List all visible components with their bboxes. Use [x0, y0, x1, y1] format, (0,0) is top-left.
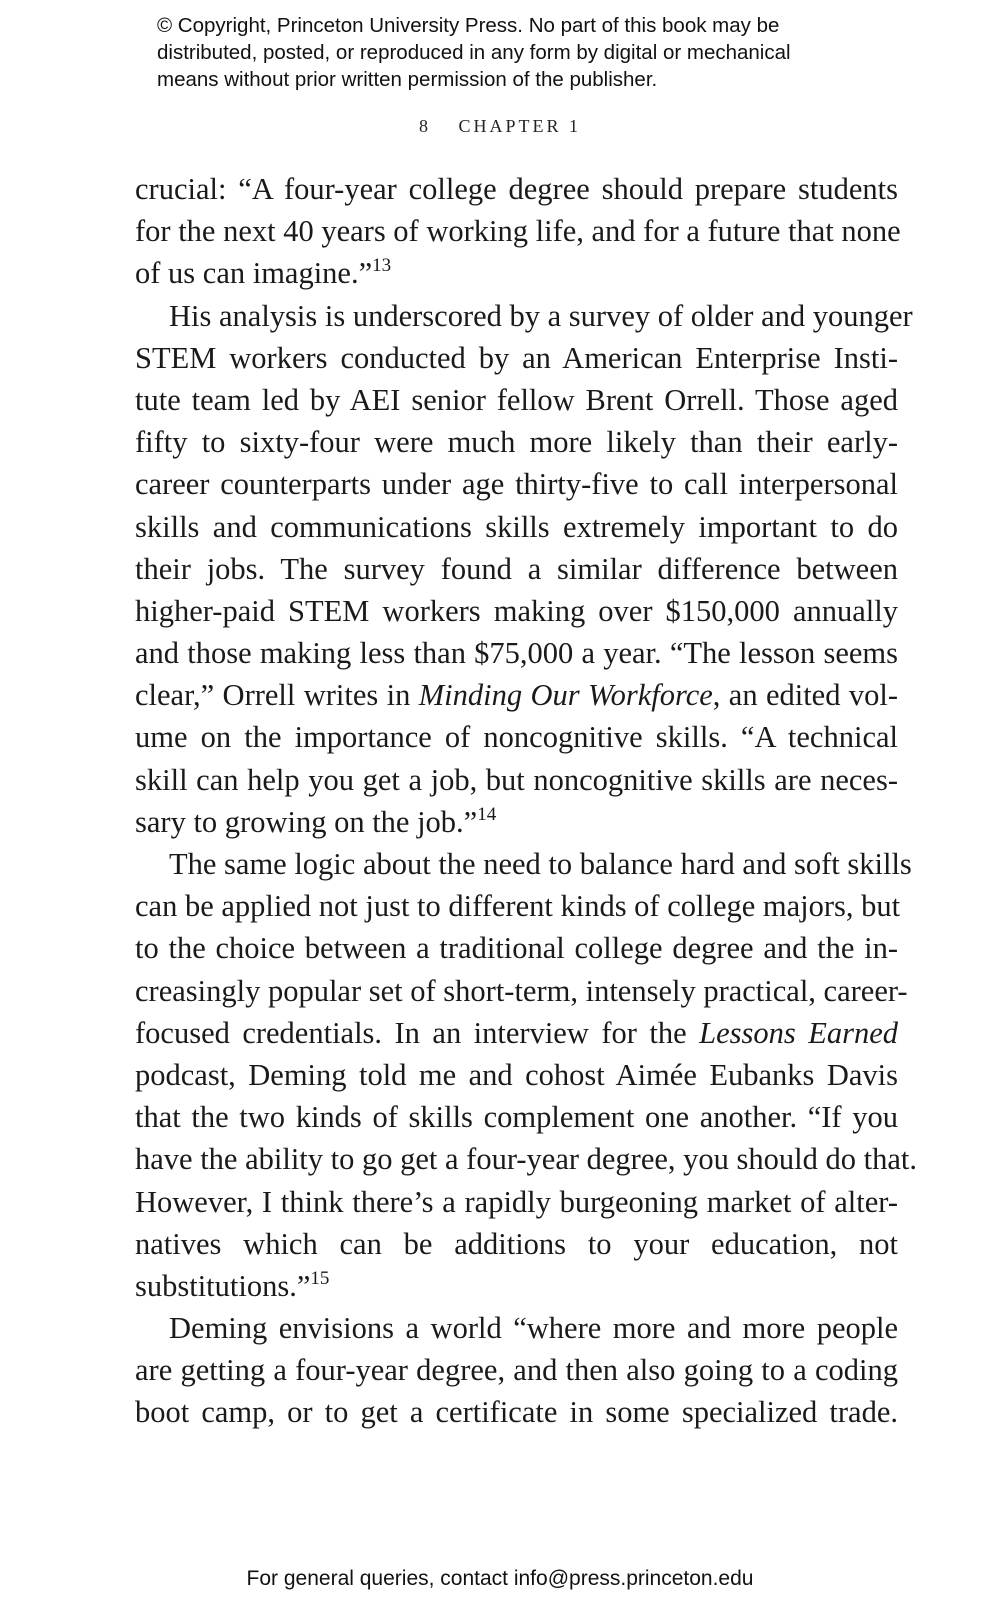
copyright-line: means without prior written permission of the publisher. [157, 68, 658, 91]
copyright-line: © Copyright, Princeton University Press. No part of this book may be [157, 14, 780, 37]
text-line: natives which can be additions to your education, not [135, 1226, 898, 1261]
text-line: His analysis is underscored by a survey of older and younger [169, 298, 913, 333]
footnote-ref: 15 [310, 1267, 330, 1289]
footnote-ref: 13 [372, 255, 392, 277]
footnote-ref: 14 [477, 803, 497, 825]
text-line: crucial: “A four-year college degree should prepare students [135, 172, 898, 206]
text-line: that the two kinds of skills complement one another. “If you [135, 1100, 898, 1135]
text-line: are getting a four-year degree, and then also going to a coding [135, 1353, 898, 1388]
text-line: focused credentials. In an interview for the Lessons Earned [135, 1015, 898, 1050]
page-number: 8 [418, 116, 431, 136]
text-line: clear,” Orrell writes in Minding Our Workforce, an edited vol- [135, 678, 898, 713]
running-head [0, 116, 1000, 137]
text-line: skill can help you get a job, but noncognitive skills are neces- [135, 762, 898, 797]
text-line: skills and communications skills extremely important to do [135, 509, 898, 544]
chapter-label: CHAPTER 1 [458, 116, 581, 136]
text-line: fifty to sixty-four were much more likely than their early- [135, 425, 898, 460]
text-line: higher-paid STEM workers making over $150,000 annually [135, 593, 898, 628]
book-title: Minding Our Workforce [418, 678, 713, 713]
text-line: career counterparts under age thirty-five to call interpersonal [135, 467, 898, 502]
text-line: The same logic about the need to balance hard and soft skills [169, 847, 912, 881]
text-line: tute team led by AEI senior fellow Brent Orrell. Those aged [135, 382, 898, 417]
text-line: sary to growing on the job.”$^{14}$ [135, 803, 497, 839]
text-line: for the next 40 years of working life, and for a future that none [135, 214, 901, 249]
footer-contact: For general queries, contact info@press.princeton.edu [246, 1567, 754, 1590]
text-line: to the choice between a traditional college degree and the in- [135, 931, 898, 966]
text-line: ume on the importance of noncognitive skills. “A technical [135, 720, 898, 755]
text-line: have the ability to go get a four-year degree, you should do that. [135, 1142, 917, 1177]
body-text [135, 168, 917, 1434]
text-line: Deming envisions a world “where more and more people [169, 1311, 898, 1346]
podcast-title: Lessons Earned [699, 1015, 898, 1050]
text-line: podcast, Deming told me and cohost Aimée Eubanks Davis [135, 1057, 898, 1092]
copyright-notice [157, 12, 877, 93]
text-line: can be applied not just to different kinds of college majors, but [135, 889, 901, 924]
text-line: creasingly popular set of short-term, intensely practical, career- [135, 973, 908, 1008]
text-line: STEM workers conducted by an American Enterprise Insti- [135, 340, 898, 375]
text-line: However, I think there’s a rapidly burgeoning market of alter- [135, 1184, 898, 1219]
text-line: boot camp, or to get a certificate in some specialized trade. [135, 1395, 898, 1430]
text-line: of us can imagine.”$^{13}$ [135, 255, 392, 291]
copyright-line: distributed, posted, or reproduced in any form by digital or mechanical [157, 41, 791, 64]
text-line: substitutions.”$^{15}$ [135, 1267, 330, 1303]
text-line: their jobs. The survey found a similar difference between [135, 551, 898, 586]
text-line: and those making less than $75,000 a year. “The lesson seems [135, 636, 898, 671]
